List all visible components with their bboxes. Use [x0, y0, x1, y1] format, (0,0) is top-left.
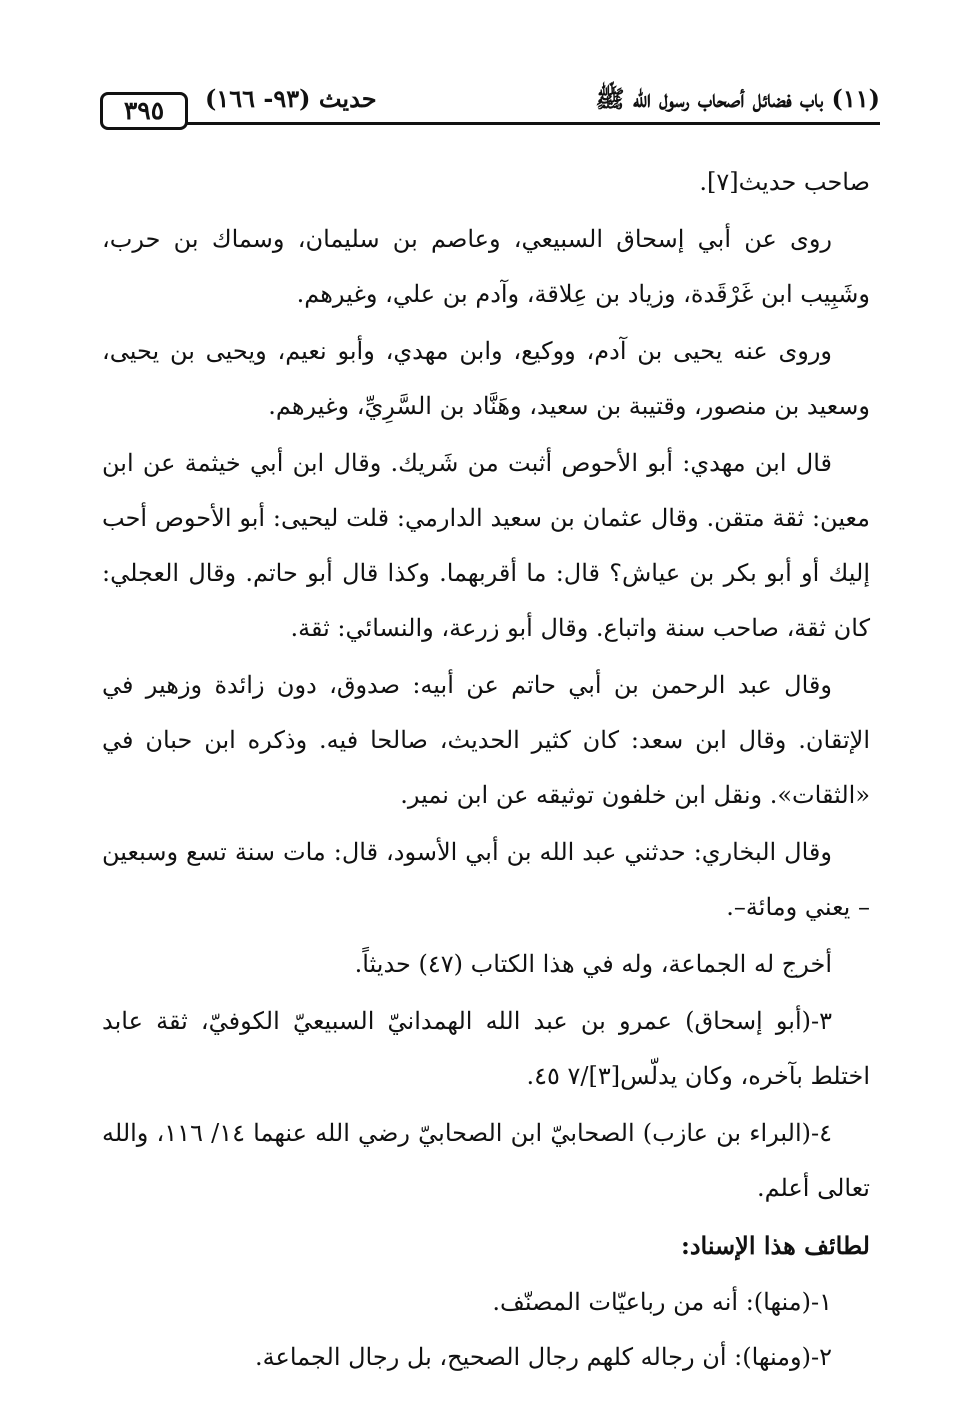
page-body: [102, 155, 870, 1385]
paragraph: قال ابن مهدي: أبو الأحوص أثبت من شَريك. وقال ابن أبي خيثمة عن ابن معين: ثقة متقن. وقال عثمان بن سعيد الدارمي: قلت ليحيى: أبو الأحوص أحب إليك أو أبو بكر بن عياش؟ قال: ما أقربهما. وكذا قال أبو حاتم. وقال العجلي: كان ثقة، صاحب سنة واتباع. وقال أبو زرعة، والنسائي: ثقة.: [102, 449, 870, 642]
narrator-entry: ٣-(أبو إسحاق) عمرو بن عبد الله الهمدانيّ السبيعيّ الكوفيّ، ثقة عابد اختلط بآخره، وكان يدلّس[٣]/٧ ٤٥.: [102, 1007, 870, 1090]
section-heading: لطائف هذا الإسناد:: [680, 1231, 870, 1260]
narrator-entry: ٤-(البراء بن عازب) الصحابيّ ابن الصحابيّ رضي الله عنهما ١٤/ ١١٦، والله تعالى أعلم.: [102, 1119, 870, 1202]
paragraph: وقال البخاري: حدثني عبد الله بن أبي الأسود، قال: مات سنة تسع وسبعين – يعني ومائة–.: [102, 838, 870, 921]
page-number: ٣٩٥: [100, 92, 188, 130]
page-header: [100, 80, 880, 130]
hadith-range: حديث (٩٣- ١٦٦): [205, 84, 377, 113]
list-item: ١-(منها): أنه من رباعيّات المصنّف.: [492, 1288, 832, 1316]
paragraph: أخرج له الجماعة، وله في هذا الكتاب (٤٧) حديثاً.: [354, 950, 832, 978]
list-item: ٢-(ومنها): أن رجاله كلهم رجال الصحيح، بل رجال الجماعة.: [255, 1343, 832, 1371]
paragraph: وروى عنه يحيى بن آدم، ووكيع، وابن مهدي، وأبو نعيم، ويحيى بن يحيى، وسعيد بن منصور، وقتيبة بن سعيد، وهَنَّاد بن السَّرِيِّ، وغيرهم.: [102, 337, 870, 420]
paragraph: صاحب حديث[٧].: [699, 168, 870, 196]
header-rule: [184, 122, 880, 125]
paragraph: وقال عبد الرحمن بن أبي حاتم عن أبيه: صدوق، دون زائدة وزهير في الإتقان. وقال ابن سعد: كان كثير الحديث، صالحا فيه. وذكره ابن حبان في «الثقات». ونقل ابن خلفون توثيقه عن ابن نمير.: [102, 671, 870, 809]
paragraph: روى عن أبي إسحاق السبيعي، وعاصم بن سليمان، وسماك بن حرب، وشَبِيب ابن غَرْقَدة، وزياد بن عِلاقة، وآدم بن علي، وغيرهم.: [102, 225, 870, 308]
chapter-title: (١١) باب فضائل أصحاب رسول الله ﷺ: [595, 84, 880, 113]
